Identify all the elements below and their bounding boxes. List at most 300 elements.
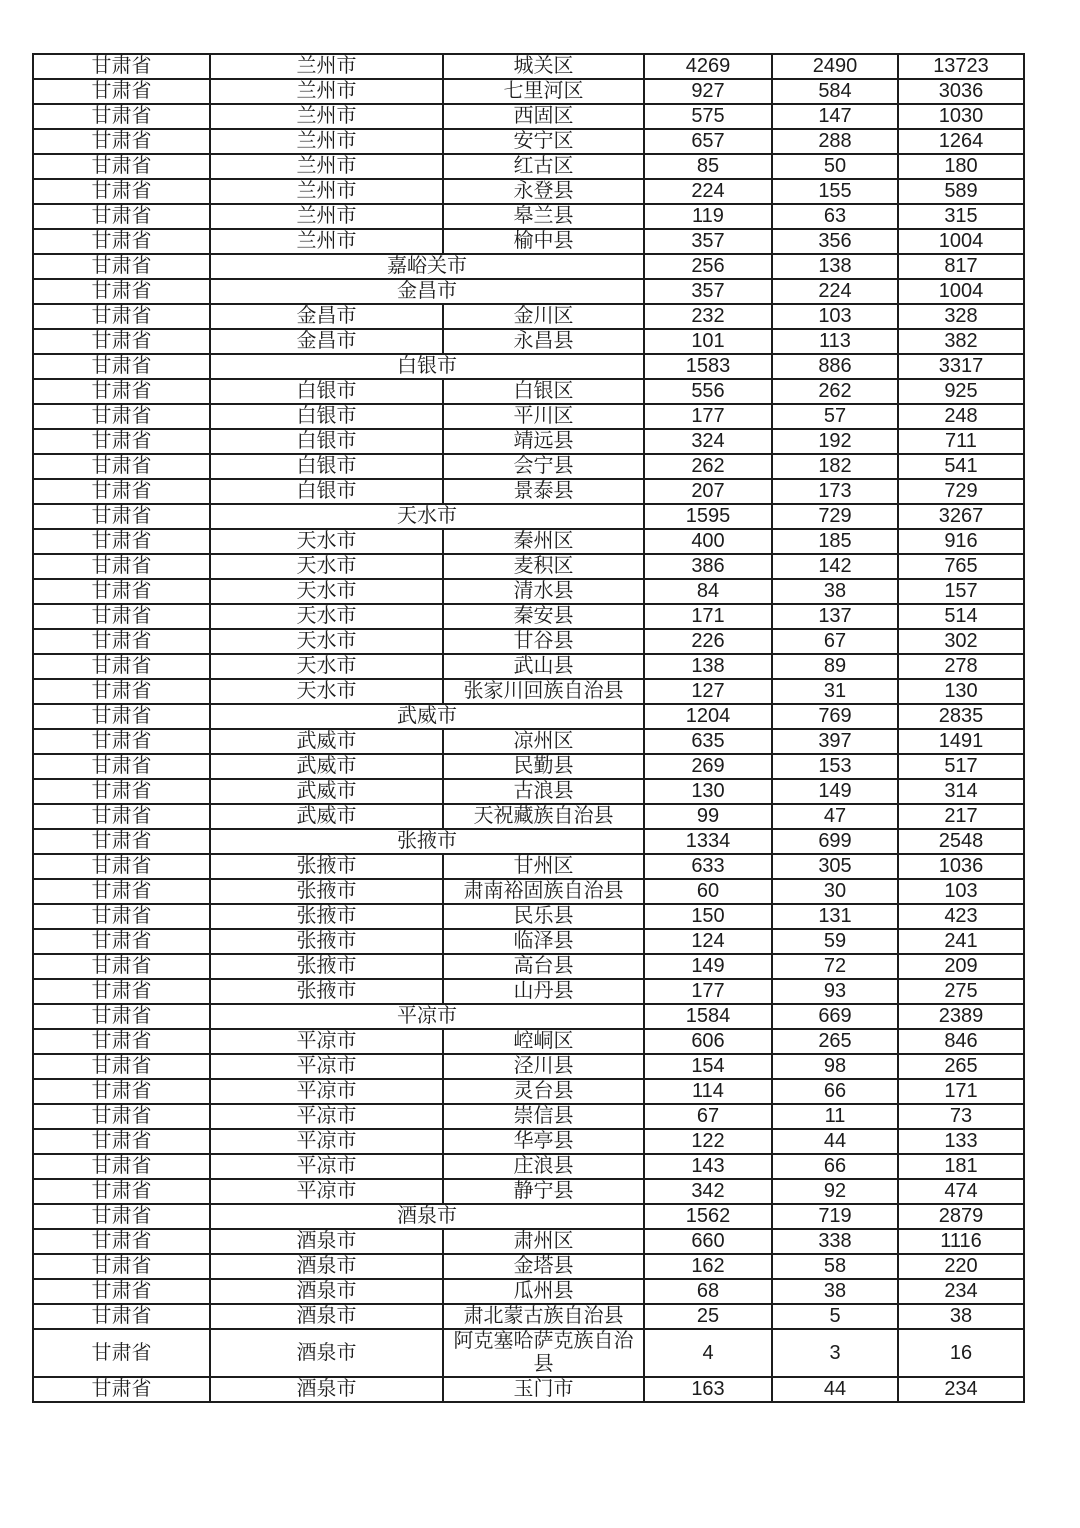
table-row [33, 129, 1024, 154]
city-cell: 酒泉市 [210, 1229, 443, 1254]
district-cell: 永昌县 [443, 329, 644, 354]
province-cell: 甘肃省 [33, 1329, 210, 1377]
province-cell: 甘肃省 [33, 1254, 210, 1279]
table-row [33, 754, 1024, 779]
value-cell-2: 5 [772, 1304, 898, 1329]
value-cell-3: 171 [898, 1079, 1024, 1104]
table-row [33, 1254, 1024, 1279]
value-cell-1: 177 [644, 979, 772, 1004]
district-cell: 安宁区 [443, 129, 644, 154]
value-cell-3: 817 [898, 254, 1024, 279]
value-cell-3: 217 [898, 804, 1024, 829]
value-cell-1: 324 [644, 429, 772, 454]
value-cell-1: 1204 [644, 704, 772, 729]
value-cell-3: 2879 [898, 1204, 1024, 1229]
table-row [33, 79, 1024, 104]
province-cell: 甘肃省 [33, 1229, 210, 1254]
province-cell: 甘肃省 [33, 529, 210, 554]
value-cell-2: 147 [772, 104, 898, 129]
value-cell-2: 11 [772, 1104, 898, 1129]
table-row [33, 1179, 1024, 1204]
value-cell-2: 886 [772, 354, 898, 379]
city-summary-cell: 嘉峪关市 [210, 254, 644, 279]
value-cell-1: 556 [644, 379, 772, 404]
value-cell-2: 173 [772, 479, 898, 504]
table-row [33, 779, 1024, 804]
district-cell: 城关区 [443, 54, 644, 79]
province-cell: 甘肃省 [33, 454, 210, 479]
province-cell: 甘肃省 [33, 754, 210, 779]
table-row [33, 154, 1024, 179]
district-cell: 高台县 [443, 954, 644, 979]
city-cell: 张掖市 [210, 929, 443, 954]
value-cell-1: 635 [644, 729, 772, 754]
city-cell: 张掖市 [210, 854, 443, 879]
province-cell: 甘肃省 [33, 404, 210, 429]
value-cell-2: 584 [772, 79, 898, 104]
district-cell: 灵台县 [443, 1079, 644, 1104]
table-row [33, 304, 1024, 329]
value-cell-1: 575 [644, 104, 772, 129]
table-row [33, 279, 1024, 304]
value-cell-2: 138 [772, 254, 898, 279]
value-cell-1: 4 [644, 1329, 772, 1377]
city-cell: 金昌市 [210, 304, 443, 329]
province-cell: 甘肃省 [33, 154, 210, 179]
district-cell: 麦积区 [443, 554, 644, 579]
district-cell: 阿克塞哈萨克族自治县 [443, 1329, 644, 1377]
province-cell: 甘肃省 [33, 929, 210, 954]
province-cell: 甘肃省 [33, 479, 210, 504]
value-cell-3: 382 [898, 329, 1024, 354]
province-cell: 甘肃省 [33, 79, 210, 104]
value-cell-2: 719 [772, 1204, 898, 1229]
table-row [33, 179, 1024, 204]
value-cell-2: 729 [772, 504, 898, 529]
value-cell-2: 47 [772, 804, 898, 829]
value-cell-3: 1004 [898, 279, 1024, 304]
city-summary-cell: 酒泉市 [210, 1204, 644, 1229]
value-cell-3: 541 [898, 454, 1024, 479]
city-cell: 武威市 [210, 729, 443, 754]
value-cell-1: 84 [644, 579, 772, 604]
table-row [33, 604, 1024, 629]
province-cell: 甘肃省 [33, 1004, 210, 1029]
value-cell-1: 149 [644, 954, 772, 979]
district-cell: 平川区 [443, 404, 644, 429]
value-cell-2: 182 [772, 454, 898, 479]
district-cell: 秦安县 [443, 604, 644, 629]
value-cell-2: 155 [772, 179, 898, 204]
city-summary-cell: 金昌市 [210, 279, 644, 304]
table-row [33, 1154, 1024, 1179]
value-cell-1: 1595 [644, 504, 772, 529]
province-cell: 甘肃省 [33, 954, 210, 979]
value-cell-3: 3267 [898, 504, 1024, 529]
value-cell-2: 338 [772, 1229, 898, 1254]
table-row [33, 1279, 1024, 1304]
region-stats-table [32, 53, 1025, 1403]
district-cell: 甘州区 [443, 854, 644, 879]
table-row [33, 979, 1024, 1004]
value-cell-3: 314 [898, 779, 1024, 804]
table-row [33, 54, 1024, 79]
value-cell-1: 400 [644, 529, 772, 554]
district-cell: 肃州区 [443, 1229, 644, 1254]
district-cell: 清水县 [443, 579, 644, 604]
value-cell-3: 925 [898, 379, 1024, 404]
value-cell-2: 137 [772, 604, 898, 629]
value-cell-2: 92 [772, 1179, 898, 1204]
province-cell: 甘肃省 [33, 279, 210, 304]
city-summary-cell: 平凉市 [210, 1004, 644, 1029]
value-cell-2: 397 [772, 729, 898, 754]
district-cell: 秦州区 [443, 529, 644, 554]
value-cell-3: 729 [898, 479, 1024, 504]
province-cell: 甘肃省 [33, 879, 210, 904]
value-cell-3: 1004 [898, 229, 1024, 254]
province-cell: 甘肃省 [33, 329, 210, 354]
table-row [33, 329, 1024, 354]
province-cell: 甘肃省 [33, 804, 210, 829]
province-cell: 甘肃省 [33, 1154, 210, 1179]
table-row [33, 1329, 1024, 1377]
value-cell-1: 138 [644, 654, 772, 679]
table-row [33, 379, 1024, 404]
table-row [33, 579, 1024, 604]
value-cell-3: 315 [898, 204, 1024, 229]
table-row [33, 504, 1024, 529]
value-cell-2: 769 [772, 704, 898, 729]
city-summary-cell: 张掖市 [210, 829, 644, 854]
province-cell: 甘肃省 [33, 704, 210, 729]
value-cell-3: 517 [898, 754, 1024, 779]
value-cell-1: 171 [644, 604, 772, 629]
value-cell-2: 131 [772, 904, 898, 929]
value-cell-1: 1583 [644, 354, 772, 379]
district-cell: 古浪县 [443, 779, 644, 804]
table-row [33, 679, 1024, 704]
table-row [33, 804, 1024, 829]
district-cell: 七里河区 [443, 79, 644, 104]
city-cell: 兰州市 [210, 79, 443, 104]
value-cell-2: 57 [772, 404, 898, 429]
value-cell-1: 660 [644, 1229, 772, 1254]
value-cell-2: 224 [772, 279, 898, 304]
district-cell: 张家川回族自治县 [443, 679, 644, 704]
value-cell-3: 1116 [898, 1229, 1024, 1254]
district-cell: 临泽县 [443, 929, 644, 954]
province-cell: 甘肃省 [33, 354, 210, 379]
value-cell-2: 305 [772, 854, 898, 879]
province-cell: 甘肃省 [33, 379, 210, 404]
value-cell-3: 248 [898, 404, 1024, 429]
city-cell: 天水市 [210, 579, 443, 604]
province-cell: 甘肃省 [33, 229, 210, 254]
table-row [33, 929, 1024, 954]
value-cell-2: 58 [772, 1254, 898, 1279]
value-cell-1: 224 [644, 179, 772, 204]
province-cell: 甘肃省 [33, 304, 210, 329]
city-cell: 天水市 [210, 679, 443, 704]
table-row [33, 1004, 1024, 1029]
value-cell-1: 357 [644, 229, 772, 254]
city-cell: 兰州市 [210, 129, 443, 154]
value-cell-3: 2835 [898, 704, 1024, 729]
value-cell-2: 38 [772, 1279, 898, 1304]
city-cell: 平凉市 [210, 1179, 443, 1204]
city-cell: 白银市 [210, 429, 443, 454]
city-summary-cell: 天水市 [210, 504, 644, 529]
value-cell-2: 66 [772, 1154, 898, 1179]
value-cell-1: 256 [644, 254, 772, 279]
table-row [33, 529, 1024, 554]
value-cell-3: 181 [898, 1154, 1024, 1179]
table-row [33, 1054, 1024, 1079]
value-cell-1: 130 [644, 779, 772, 804]
value-cell-3: 234 [898, 1279, 1024, 1304]
value-cell-1: 143 [644, 1154, 772, 1179]
value-cell-3: 3317 [898, 354, 1024, 379]
city-cell: 白银市 [210, 479, 443, 504]
province-cell: 甘肃省 [33, 104, 210, 129]
table-row [33, 1204, 1024, 1229]
district-cell: 景泰县 [443, 479, 644, 504]
city-cell: 平凉市 [210, 1154, 443, 1179]
value-cell-3: 157 [898, 579, 1024, 604]
city-cell: 兰州市 [210, 54, 443, 79]
table-row [33, 229, 1024, 254]
district-cell: 西固区 [443, 104, 644, 129]
city-cell: 平凉市 [210, 1104, 443, 1129]
city-cell: 酒泉市 [210, 1254, 443, 1279]
value-cell-3: 3036 [898, 79, 1024, 104]
city-cell: 白银市 [210, 379, 443, 404]
province-cell: 甘肃省 [33, 254, 210, 279]
district-cell: 皋兰县 [443, 204, 644, 229]
province-cell: 甘肃省 [33, 654, 210, 679]
city-cell: 平凉市 [210, 1079, 443, 1104]
table-row [33, 1377, 1024, 1402]
province-cell: 甘肃省 [33, 1304, 210, 1329]
value-cell-2: 113 [772, 329, 898, 354]
district-cell: 永登县 [443, 179, 644, 204]
city-summary-cell: 白银市 [210, 354, 644, 379]
value-cell-1: 262 [644, 454, 772, 479]
value-cell-3: 241 [898, 929, 1024, 954]
value-cell-3: 220 [898, 1254, 1024, 1279]
value-cell-2: 50 [772, 154, 898, 179]
city-cell: 兰州市 [210, 104, 443, 129]
city-cell: 武威市 [210, 754, 443, 779]
value-cell-1: 127 [644, 679, 772, 704]
city-cell: 酒泉市 [210, 1329, 443, 1377]
table-row [33, 479, 1024, 504]
value-cell-1: 119 [644, 204, 772, 229]
district-cell: 白银区 [443, 379, 644, 404]
district-cell: 武山县 [443, 654, 644, 679]
value-cell-3: 103 [898, 879, 1024, 904]
table-row [33, 554, 1024, 579]
value-cell-2: 699 [772, 829, 898, 854]
table-row [33, 629, 1024, 654]
value-cell-2: 142 [772, 554, 898, 579]
value-cell-2: 262 [772, 379, 898, 404]
province-cell: 甘肃省 [33, 1054, 210, 1079]
value-cell-1: 177 [644, 404, 772, 429]
district-cell: 崆峒区 [443, 1029, 644, 1054]
city-cell: 平凉市 [210, 1029, 443, 1054]
city-cell: 兰州市 [210, 154, 443, 179]
district-cell: 庄浪县 [443, 1154, 644, 1179]
value-cell-3: 1036 [898, 854, 1024, 879]
value-cell-3: 133 [898, 1129, 1024, 1154]
value-cell-1: 927 [644, 79, 772, 104]
city-cell: 武威市 [210, 804, 443, 829]
value-cell-1: 68 [644, 1279, 772, 1304]
province-cell: 甘肃省 [33, 129, 210, 154]
table-row [33, 404, 1024, 429]
city-cell: 酒泉市 [210, 1304, 443, 1329]
value-cell-2: 38 [772, 579, 898, 604]
value-cell-2: 66 [772, 1079, 898, 1104]
value-cell-2: 67 [772, 629, 898, 654]
value-cell-2: 192 [772, 429, 898, 454]
province-cell: 甘肃省 [33, 829, 210, 854]
table-row [33, 829, 1024, 854]
table-row [33, 1079, 1024, 1104]
province-cell: 甘肃省 [33, 1377, 210, 1402]
value-cell-1: 25 [644, 1304, 772, 1329]
table-row [33, 904, 1024, 929]
value-cell-1: 4269 [644, 54, 772, 79]
city-cell: 张掖市 [210, 979, 443, 1004]
city-summary-cell: 武威市 [210, 704, 644, 729]
value-cell-1: 386 [644, 554, 772, 579]
table-row [33, 104, 1024, 129]
province-cell: 甘肃省 [33, 779, 210, 804]
table-row [33, 254, 1024, 279]
district-cell: 瓜州县 [443, 1279, 644, 1304]
city-cell: 金昌市 [210, 329, 443, 354]
district-cell: 华亭县 [443, 1129, 644, 1154]
value-cell-1: 633 [644, 854, 772, 879]
value-cell-1: 67 [644, 1104, 772, 1129]
value-cell-3: 209 [898, 954, 1024, 979]
value-cell-2: 669 [772, 1004, 898, 1029]
value-cell-2: 59 [772, 929, 898, 954]
value-cell-1: 226 [644, 629, 772, 654]
table-row [33, 1229, 1024, 1254]
district-cell: 凉州区 [443, 729, 644, 754]
province-cell: 甘肃省 [33, 179, 210, 204]
city-cell: 白银市 [210, 454, 443, 479]
province-cell: 甘肃省 [33, 629, 210, 654]
value-cell-2: 93 [772, 979, 898, 1004]
value-cell-1: 122 [644, 1129, 772, 1154]
value-cell-2: 2490 [772, 54, 898, 79]
table-row [33, 454, 1024, 479]
province-cell: 甘肃省 [33, 1279, 210, 1304]
district-cell: 崇信县 [443, 1104, 644, 1129]
district-cell: 静宁县 [443, 1179, 644, 1204]
value-cell-1: 1334 [644, 829, 772, 854]
province-cell: 甘肃省 [33, 504, 210, 529]
value-cell-3: 13723 [898, 54, 1024, 79]
district-cell: 天祝藏族自治县 [443, 804, 644, 829]
value-cell-3: 38 [898, 1304, 1024, 1329]
value-cell-1: 1562 [644, 1204, 772, 1229]
value-cell-2: 31 [772, 679, 898, 704]
city-cell: 天水市 [210, 629, 443, 654]
city-cell: 天水市 [210, 554, 443, 579]
district-cell: 泾川县 [443, 1054, 644, 1079]
city-cell: 酒泉市 [210, 1279, 443, 1304]
city-cell: 白银市 [210, 404, 443, 429]
value-cell-3: 302 [898, 629, 1024, 654]
district-cell: 红古区 [443, 154, 644, 179]
table-row [33, 954, 1024, 979]
value-cell-1: 114 [644, 1079, 772, 1104]
province-cell: 甘肃省 [33, 1079, 210, 1104]
value-cell-3: 711 [898, 429, 1024, 454]
value-cell-2: 288 [772, 129, 898, 154]
value-cell-2: 149 [772, 779, 898, 804]
province-cell: 甘肃省 [33, 579, 210, 604]
value-cell-1: 207 [644, 479, 772, 504]
province-cell: 甘肃省 [33, 679, 210, 704]
value-cell-3: 278 [898, 654, 1024, 679]
table-body [33, 54, 1024, 1402]
value-cell-3: 16 [898, 1329, 1024, 1377]
province-cell: 甘肃省 [33, 1179, 210, 1204]
district-cell: 玉门市 [443, 1377, 644, 1402]
value-cell-1: 232 [644, 304, 772, 329]
province-cell: 甘肃省 [33, 1029, 210, 1054]
district-cell: 榆中县 [443, 229, 644, 254]
value-cell-3: 589 [898, 179, 1024, 204]
district-cell: 靖远县 [443, 429, 644, 454]
province-cell: 甘肃省 [33, 429, 210, 454]
table-row [33, 704, 1024, 729]
value-cell-2: 30 [772, 879, 898, 904]
value-cell-2: 185 [772, 529, 898, 554]
province-cell: 甘肃省 [33, 554, 210, 579]
value-cell-1: 342 [644, 1179, 772, 1204]
value-cell-2: 72 [772, 954, 898, 979]
province-cell: 甘肃省 [33, 904, 210, 929]
value-cell-1: 101 [644, 329, 772, 354]
province-cell: 甘肃省 [33, 204, 210, 229]
district-cell: 肃南裕固族自治县 [443, 879, 644, 904]
province-cell: 甘肃省 [33, 1104, 210, 1129]
district-cell: 民乐县 [443, 904, 644, 929]
value-cell-1: 1584 [644, 1004, 772, 1029]
table-row [33, 429, 1024, 454]
value-cell-1: 606 [644, 1029, 772, 1054]
value-cell-1: 657 [644, 129, 772, 154]
value-cell-3: 2389 [898, 1004, 1024, 1029]
table-row [33, 1029, 1024, 1054]
city-cell: 张掖市 [210, 879, 443, 904]
city-cell: 张掖市 [210, 954, 443, 979]
province-cell: 甘肃省 [33, 854, 210, 879]
table-row [33, 654, 1024, 679]
district-cell: 金川区 [443, 304, 644, 329]
table-row [33, 729, 1024, 754]
value-cell-3: 1491 [898, 729, 1024, 754]
district-cell: 肃北蒙古族自治县 [443, 1304, 644, 1329]
